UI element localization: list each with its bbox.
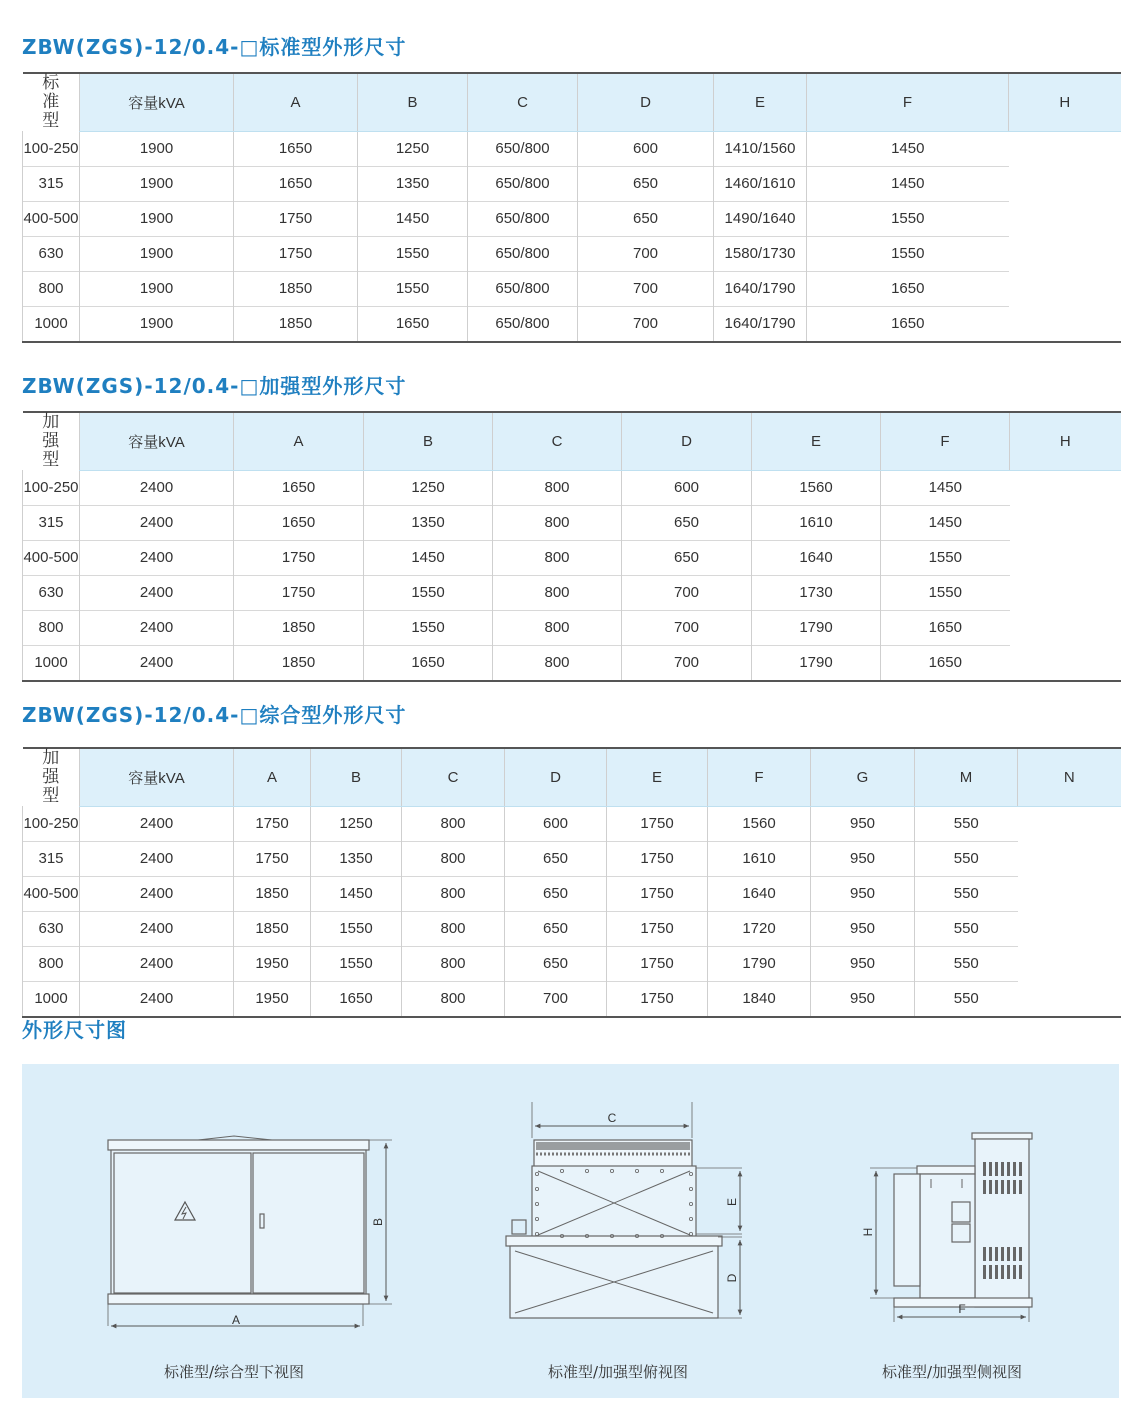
cell: 800: [493, 470, 622, 505]
table-header-row: [23, 748, 1121, 806]
cell: 630: [23, 911, 80, 946]
table-title-standard: ZBW(ZGS)-12/0.4-□标准型外形尺寸: [22, 35, 407, 59]
cell: 1900: [80, 271, 234, 306]
cell: 550: [915, 946, 1018, 981]
table-row: [23, 610, 1121, 645]
cell: 650: [505, 841, 607, 876]
cell: 1450: [364, 540, 493, 575]
cell: 800: [493, 505, 622, 540]
cell: 1650: [364, 645, 493, 681]
cell: 1610: [708, 841, 811, 876]
col-header-a: A: [234, 412, 364, 470]
dim-label-d: D: [725, 1273, 739, 1283]
col-header-n: N: [1018, 748, 1121, 806]
cell: 1450: [807, 166, 1009, 201]
cell: 950: [811, 981, 915, 1017]
cell: 2400: [80, 645, 234, 681]
cell: 1550: [358, 271, 468, 306]
cell: 600: [622, 470, 752, 505]
cell: 800: [402, 841, 505, 876]
diagram-section-title: 外形尺寸图: [22, 1018, 127, 1042]
cell: 800: [23, 271, 80, 306]
cell: 2400: [80, 575, 234, 610]
cell: 700: [578, 306, 714, 342]
cell: 1350: [311, 841, 402, 876]
cell: 1900: [80, 201, 234, 236]
cell: 1750: [234, 540, 364, 575]
cell: 1000: [23, 645, 80, 681]
cell: 650/800: [468, 166, 578, 201]
cell: 1560: [708, 806, 811, 841]
cell: 1550: [807, 236, 1009, 271]
cell: 800: [23, 946, 80, 981]
cell: 400-500: [23, 201, 80, 236]
cell: 400-500: [23, 540, 80, 575]
col-header-d: D: [505, 748, 607, 806]
cell: 800: [402, 981, 505, 1017]
col-header-f: F: [708, 748, 811, 806]
cell: 2400: [80, 876, 234, 911]
cell: 2400: [80, 946, 234, 981]
cell: 1550: [364, 610, 493, 645]
cell: 1000: [23, 981, 80, 1017]
cell: 100-250: [23, 470, 80, 505]
cell: 1840: [708, 981, 811, 1017]
top-view-drawing: [506, 1102, 742, 1318]
group-label: 加强型: [42, 412, 60, 470]
cell: 700: [505, 981, 607, 1017]
cell: 650: [505, 876, 607, 911]
cell: 2400: [80, 470, 234, 505]
col-header-c: C: [493, 412, 622, 470]
cell: 950: [811, 911, 915, 946]
cell: 950: [811, 946, 915, 981]
cell: 2400: [80, 841, 234, 876]
cell: 1350: [358, 166, 468, 201]
cell: 1610: [752, 505, 881, 540]
table-row: [23, 841, 1121, 876]
cell: 650/800: [468, 201, 578, 236]
cell: 650/800: [468, 236, 578, 271]
cell: 1550: [311, 911, 402, 946]
col-header-a: A: [234, 73, 358, 131]
cell: 1650: [234, 166, 358, 201]
table-row: [23, 166, 1121, 201]
table-row: [23, 540, 1121, 575]
cell: 1640/1790: [714, 306, 807, 342]
cell: 1450: [358, 201, 468, 236]
cell: 1750: [607, 946, 708, 981]
cell: 1650: [234, 131, 358, 166]
col-header-capacity: 容量kVA: [80, 73, 234, 131]
front-view-drawing: [108, 1136, 392, 1326]
col-header-e: E: [752, 412, 881, 470]
cell: 550: [915, 911, 1018, 946]
col-header-a: A: [234, 748, 311, 806]
cell: 1750: [607, 806, 708, 841]
cell: 1850: [234, 911, 311, 946]
col-header-c: C: [468, 73, 578, 131]
cell: 1250: [358, 131, 468, 166]
table-row: [23, 201, 1121, 236]
table-row: [23, 306, 1121, 342]
col-header-b: B: [364, 412, 493, 470]
cell: 1950: [234, 946, 311, 981]
cell: 600: [505, 806, 607, 841]
cell: 1720: [708, 911, 811, 946]
cell: 1250: [311, 806, 402, 841]
table-row: [23, 470, 1121, 505]
cell: 800: [493, 540, 622, 575]
cell: 315: [23, 166, 80, 201]
table-header-row: [23, 412, 1121, 470]
table-row: [23, 575, 1121, 610]
cell: 2400: [80, 505, 234, 540]
cell: 1650: [358, 306, 468, 342]
cell: 1550: [311, 946, 402, 981]
cell: 1450: [311, 876, 402, 911]
cell: 1550: [881, 575, 1010, 610]
cell: 1850: [234, 645, 364, 681]
table-header-row: [23, 73, 1121, 131]
cell: 1650: [881, 610, 1010, 645]
cell: 550: [915, 981, 1018, 1017]
cell: 550: [915, 806, 1018, 841]
cell: 950: [811, 841, 915, 876]
cell: 1900: [80, 306, 234, 342]
cell: 1640: [708, 876, 811, 911]
dim-label-f: F: [958, 1302, 966, 1316]
cell: 100-250: [23, 131, 80, 166]
group-label: 标准型: [42, 73, 60, 131]
cell: 800: [23, 610, 80, 645]
table-row: [23, 131, 1121, 166]
cell: 800: [402, 806, 505, 841]
dimension-diagram-panel: [22, 1064, 1119, 1398]
cell: 1650: [311, 981, 402, 1017]
cell: 650/800: [468, 306, 578, 342]
cell: 1850: [234, 610, 364, 645]
cell: 950: [811, 876, 915, 911]
table-row: [23, 981, 1121, 1017]
cell: 1650: [881, 645, 1010, 681]
cell: 700: [622, 645, 752, 681]
dimension-drawings: [22, 1064, 1119, 1398]
col-header-b: B: [358, 73, 468, 131]
cell: 2400: [80, 911, 234, 946]
col-header-e: E: [714, 73, 807, 131]
table-row: [23, 645, 1121, 681]
cell: 1850: [234, 306, 358, 342]
cell: 2400: [80, 540, 234, 575]
col-header-h: H: [1010, 412, 1121, 470]
table-combined-dimensions: [22, 747, 1120, 1018]
cell: 1750: [234, 201, 358, 236]
cell: 650/800: [468, 131, 578, 166]
cell: 1950: [234, 981, 311, 1017]
cell: 800: [402, 946, 505, 981]
cell: 700: [622, 575, 752, 610]
cell: 800: [402, 876, 505, 911]
cell: 1560: [752, 470, 881, 505]
cell: 1650: [807, 306, 1009, 342]
cell: 1900: [80, 236, 234, 271]
cell: 650: [505, 911, 607, 946]
side-view-drawing: [870, 1133, 1032, 1322]
cell: 315: [23, 505, 80, 540]
col-header-f: F: [881, 412, 1010, 470]
cell: 1580/1730: [714, 236, 807, 271]
cell: 2400: [80, 806, 234, 841]
cell: 1750: [234, 575, 364, 610]
cell: 650: [578, 166, 714, 201]
cell: 1900: [80, 166, 234, 201]
col-header-g: G: [811, 748, 915, 806]
cell: 1450: [881, 505, 1010, 540]
table-row: [23, 876, 1121, 911]
col-header-f: F: [807, 73, 1009, 131]
cell: 1900: [80, 131, 234, 166]
col-header-e: E: [607, 748, 708, 806]
col-header-d: D: [578, 73, 714, 131]
cell: 1640: [752, 540, 881, 575]
table-row: [23, 911, 1121, 946]
col-header-b: B: [311, 748, 402, 806]
dim-label-a: A: [231, 1313, 241, 1327]
col-header-d: D: [622, 412, 752, 470]
caption-side-view: 标准型/加强型侧视图: [881, 1363, 1023, 1381]
cell: 1850: [234, 271, 358, 306]
cell: 1750: [234, 236, 358, 271]
cell: 650: [622, 505, 752, 540]
cell: 1550: [358, 236, 468, 271]
cell: 1750: [234, 806, 311, 841]
col-header-m: M: [915, 748, 1018, 806]
cell: 1650: [234, 470, 364, 505]
cell: 800: [402, 911, 505, 946]
cell: 1650: [234, 505, 364, 540]
cell: 1550: [807, 201, 1009, 236]
cell: 950: [811, 806, 915, 841]
table-row: [23, 946, 1121, 981]
cell: 1850: [234, 876, 311, 911]
table-row: [23, 271, 1121, 306]
cell: 100-250: [23, 806, 80, 841]
cell: 600: [578, 131, 714, 166]
dim-label-b: B: [371, 1217, 385, 1227]
cell: 315: [23, 841, 80, 876]
dim-label-c: C: [607, 1111, 617, 1125]
table-title-reinforced: ZBW(ZGS)-12/0.4-□加强型外形尺寸: [22, 374, 407, 398]
cell: 1730: [752, 575, 881, 610]
caption-front-view: 标准型/综合型下视图: [163, 1363, 305, 1381]
dim-label-h: H: [861, 1227, 875, 1237]
cell: 630: [23, 236, 80, 271]
table-row: [23, 806, 1121, 841]
cell: 2400: [80, 610, 234, 645]
cell: 1750: [607, 876, 708, 911]
cell: 400-500: [23, 876, 80, 911]
cell: 650: [505, 946, 607, 981]
cell: 1750: [234, 841, 311, 876]
caption-top-view: 标准型/加强型俯视图: [547, 1363, 689, 1381]
cell: 1640/1790: [714, 271, 807, 306]
cell: 550: [915, 841, 1018, 876]
cell: 1790: [752, 610, 881, 645]
group-label: 加强型: [42, 748, 60, 806]
cell: 1750: [607, 911, 708, 946]
cell: 1350: [364, 505, 493, 540]
cell: 1790: [708, 946, 811, 981]
table-row: [23, 236, 1121, 271]
cell: 630: [23, 575, 80, 610]
cell: 800: [493, 645, 622, 681]
cell: 800: [493, 575, 622, 610]
cell: 550: [915, 876, 1018, 911]
table-standard-dimensions: [22, 72, 1120, 343]
table-reinforced-dimensions: [22, 411, 1120, 682]
cell: 800: [493, 610, 622, 645]
table-row: [23, 505, 1121, 540]
cell: 1750: [607, 841, 708, 876]
cell: 1650: [807, 271, 1009, 306]
cell: 1790: [752, 645, 881, 681]
cell: 700: [622, 610, 752, 645]
col-header-capacity: 容量kVA: [80, 748, 234, 806]
col-header-c: C: [402, 748, 505, 806]
cell: 1450: [807, 131, 1009, 166]
cell: 1250: [364, 470, 493, 505]
cell: 1490/1640: [714, 201, 807, 236]
cell: 1550: [881, 540, 1010, 575]
cell: 2400: [80, 981, 234, 1017]
cell: 1000: [23, 306, 80, 342]
cell: 650: [622, 540, 752, 575]
col-header-capacity: 容量kVA: [80, 412, 234, 470]
cell: 1550: [364, 575, 493, 610]
cell: 650: [578, 201, 714, 236]
cell: 1460/1610: [714, 166, 807, 201]
cell: 1410/1560: [714, 131, 807, 166]
dim-label-e: E: [725, 1197, 739, 1207]
cell: 650/800: [468, 271, 578, 306]
cell: 1750: [607, 981, 708, 1017]
cell: 700: [578, 271, 714, 306]
cell: 1450: [881, 470, 1010, 505]
col-header-h: H: [1009, 73, 1121, 131]
table-title-combined: ZBW(ZGS)-12/0.4-□综合型外形尺寸: [22, 703, 407, 727]
cell: 700: [578, 236, 714, 271]
